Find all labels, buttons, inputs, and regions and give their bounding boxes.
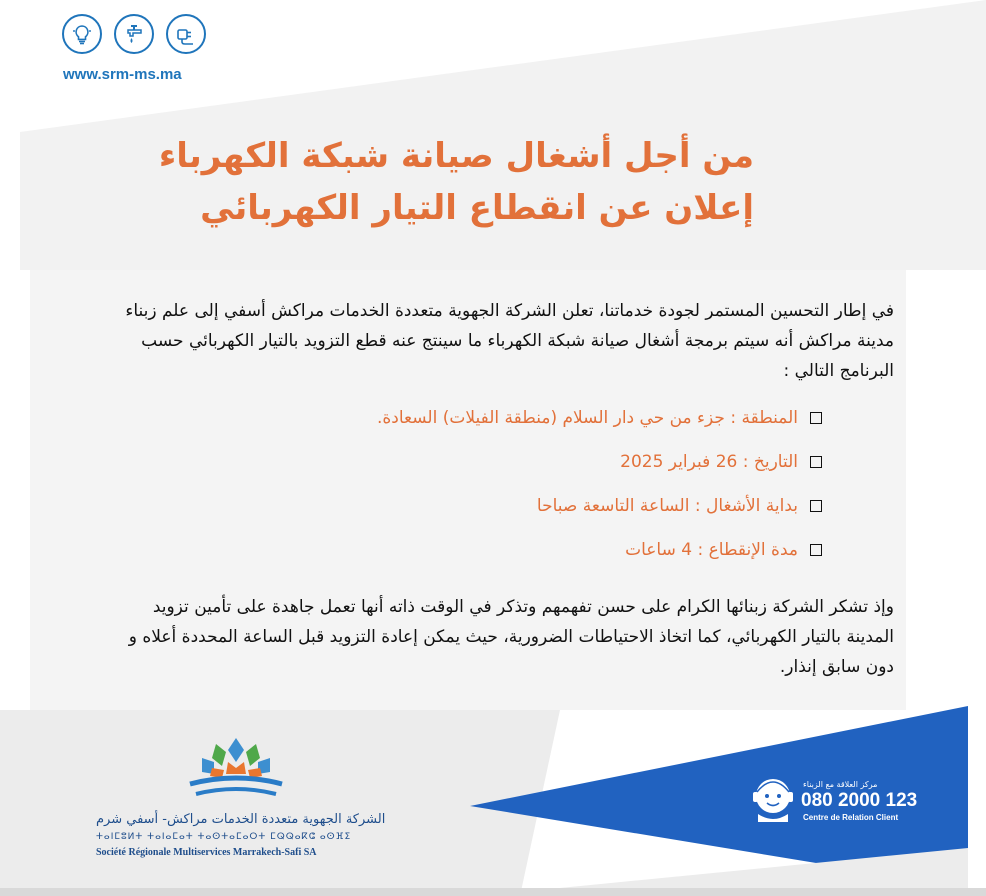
page-subtitle: إعلان عن انقطاع التيار الكهربائي [200,188,754,228]
checkbox-icon [810,544,822,556]
contact-center-french: Centre de Relation Client [803,813,899,822]
list-item [620,452,822,472]
contact-phone-number[interactable]: 080 2000 123 [801,790,918,811]
bottom-divider [0,888,986,896]
org-name-tifinagh: ⵜⴰⵏⵎⵓⵍⵜ ⵜⴰⵏⴰⵎⴰⵜ ⵜⴰⵙⵜⴰⵎⴰⵔⵜ ⵎⵕⵕⴰⴽⵛ ⴰⵙⴼⵉ [96,832,352,842]
website-url[interactable]: www.srm-ms.ma [63,66,182,83]
page-title: من أجل أشغال صيانة شبكة الكهرباء [158,136,754,176]
closing-paragraph: وإذ تشكر الشركة زبنائها الكرام على حسن تفهمهم وتذكر في الوقت ذاته أنها تعمل جاهدة على تأمين تزويد المدينة بالتيار الكهربائي، كما اتخاذ الاحتياطات الضرورية، حيث يمكن إعادة التزويد قبل الساعة المحددة أعلاه و دون سابق إنذار. [128,597,894,677]
org-name-french: Société Régionale Multiservices Marrakech-Safi SA [96,847,317,858]
date-label: التاريخ : 26 فبراير 2025 [620,452,798,472]
intro-paragraph: في إطار التحسين المستمر لجودة خدماتنا، تعلن الشركة الجهوية متعددة الخدمات مراكش أسفي إلى علم زبناء مدينة مراكش أنه سيتم برمجة أشغال صيانة شبكة الكهرباء ما سينتج عنه قطع التزويد بالتيار الكهربائي حسب البرنامج التالي : [125,301,894,381]
checkbox-icon [810,500,822,512]
checkbox-icon [810,456,822,468]
service-icons [62,14,206,54]
start-time-label: بداية الأشغال : الساعة التاسعة صباحا [536,496,798,516]
org-name-arabic: الشركة الجهوية متعددة الخدمات مراكش- أسفي شرم [96,812,386,827]
list-item [377,408,822,428]
contact-center-arabic: مركز العلاقة مع الزبناء [803,780,878,789]
plug-icon [166,14,206,54]
srm-logo-icon [186,732,286,808]
list-item [625,540,822,560]
lightbulb-icon [62,14,102,54]
zone-label: المنطقة : جزء من حي دار السلام (منطقة الفيلات) السعادة. [377,408,798,428]
call-center-agent-icon [748,770,798,826]
water-tap-icon [114,14,154,54]
duration-label: مدة الإنقطاع : 4 ساعات [625,540,798,560]
list-item [537,496,822,516]
checkbox-icon [810,412,822,424]
